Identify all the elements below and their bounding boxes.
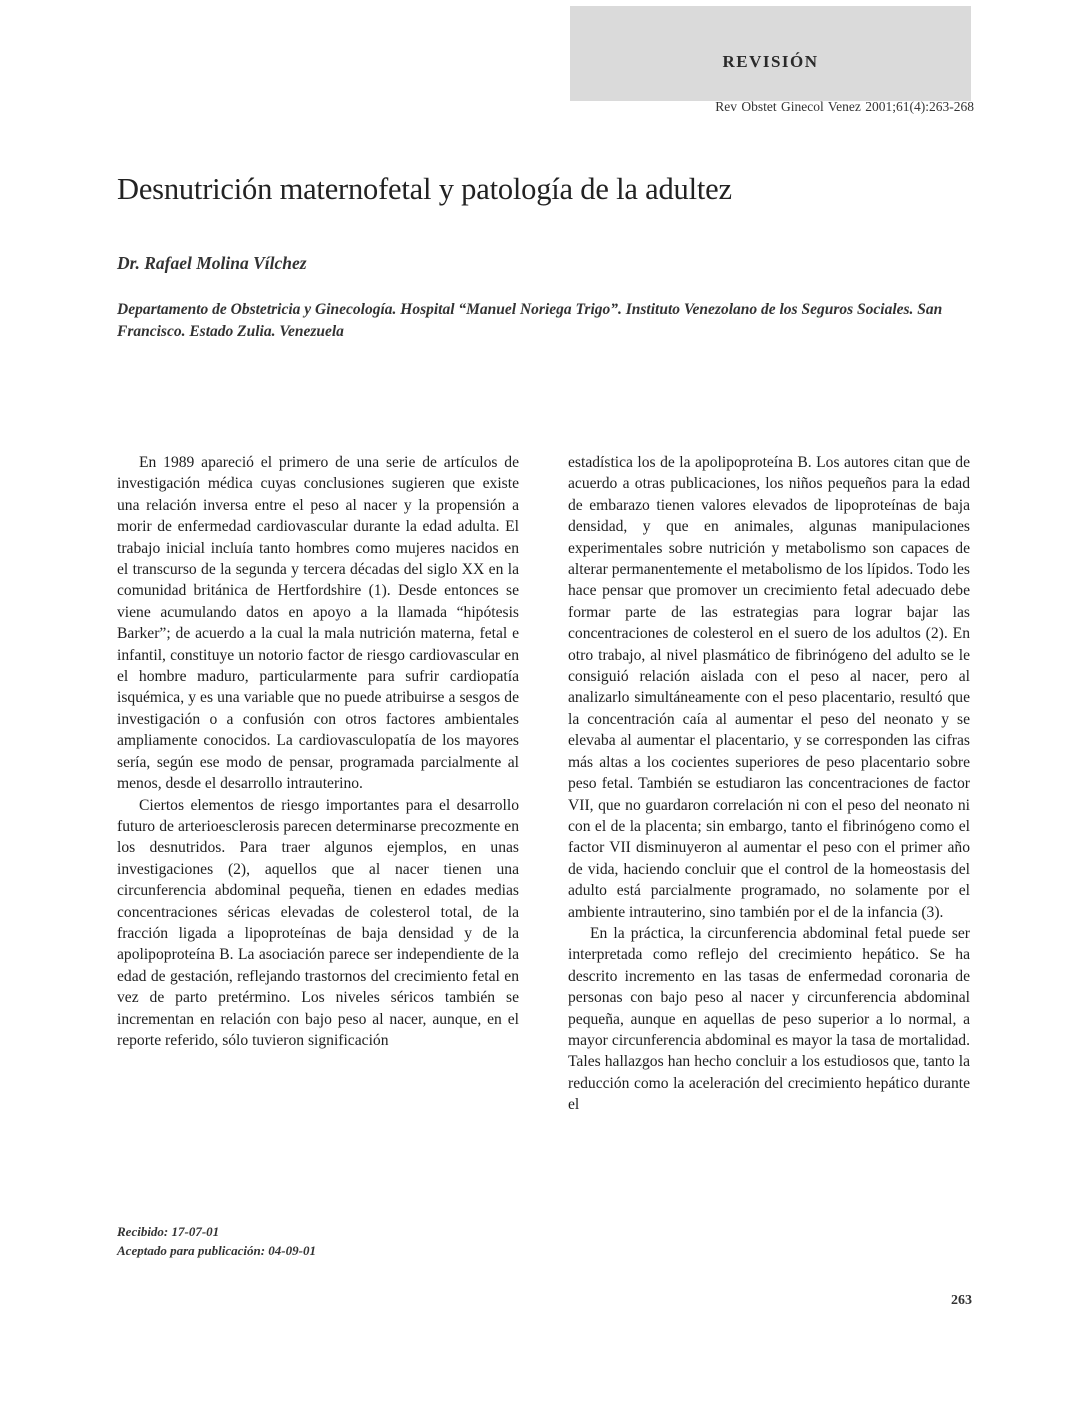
paragraph: Ciertos elementos de riesgo importantes para el desarrollo futuro de arterioesclerosis parecen determinarse precozmente en los desnutridos. Para traer algunos ejemplos, en unas investigaciones (2), aquellos que al nacer tienen una circunferencia abdominal pequeña, tienen en edades medias concentraciones séricas elevadas de colesterol total, de la fracción ligada a lipoproteínas de baja densidad y de la apolipoproteína B. La asociación parece ser independiente de la edad de gestación, reflejando trastornos del crecimiento fetal en vez de parto pretérmino. Los niveles séricos también se incrementan en relación con bajo peso al nacer, aunque, en el reporte referido, sólo tuvieron significación: [117, 796, 519, 1049]
page-number: 263: [951, 1293, 972, 1308]
accepted-date: Aceptado para publicación: 04-09-01: [117, 1243, 316, 1258]
received-date: Recibido: 17-07-01: [117, 1224, 220, 1239]
received-dates: [117, 1222, 316, 1260]
article-title: Desnutrición maternofetal y patología de la adultez: [117, 172, 732, 206]
paragraph: estadística los de la apolipoproteína B. Los autores citan que de acuerdo a otras publicaciones, los niños pequeños para la edad de embarazo tienen valores elevados de lipoproteínas de baja densidad, y que en animales, algunas manipulaciones experimentales sobre nutrición y metabolismo son capaces de alterar permanentemente el metabolismo de los lípidos. Todo les hace pensar que promover un crecimiento fetal adecuado debe formar parte de las estrategias para lograr bajar las concentraciones de colesterol en el suero de los adultos (2). En otro trabajo, al nivel plasmático de fibrinógeno del adulto se le consiguió relación aislada con el peso al nacer, pero al analizarlo simultáneamente con el peso placentario, resultó que la concentración caía al aumentar el peso del neonato y se elevaba al aumentar el placentario, y se corresponden las cifras más altas a los cocientes superiores de peso placentario sobre peso fetal. También se estudiaron las concentraciones de factor VII, que no guardaron correlación ni con el peso del neonato ni con el de la placenta; sin embargo, tanto el fibrinógeno como el factor VII disminuyeron al aumentar el peso con el primer año de vida, haciendo concluir que el control de la homeostasis del adulto está parcialmente programado, no solamente por el ambiente intrauterino, sino también por el de la infancia (3).: [568, 454, 970, 921]
body-column-left: [117, 452, 519, 1051]
paragraph: En 1989 apareció el primero de una serie de artículos de investigación médica cuyas conclusiones sugieren que existe una relación inversa entre el peso al nacer y la propensión a morir de enfermedad cardiovascular durante la edad adulta. El trabajo inicial incluía tanto hombres como mujeres nacidos en el transcurso de la segunda y tercera décadas del siglo XX en la comunidad británica de Hertfordshire (1). Desde entonces se viene acumulando datos en apoyo a la llamada “hipótesis Barker”; de acuerdo a la cual la mala nutrición materna, fetal e infantil, constituye un notorio factor de riesgo cardiovascular en el hombre maduro, particularmente para sufrir cardiopatía isquémica, y es una variable que no puede atribuirse a sesgos de investigación o a confusión con otros factores ambientales ampliamente conocidos. La cardiovasculopatía de los mayores sería, según ese modo de pensar, programada parcialmente al menos, desde el desarrollo intrauterino.: [117, 454, 519, 793]
body-column-right: [568, 452, 970, 1116]
section-label: REVISIÓN: [722, 52, 819, 71]
journal-citation: Rev Obstet Ginecol Venez 2001;61(4):263-268: [715, 99, 974, 114]
paragraph: En la práctica, la circunferencia abdominal fetal puede ser interpretada como reflejo del crecimiento hepático. Se ha descrito incremento en las tasas de enfermedad coronaria de personas con bajo peso al nacer y circunferencia abdominal pequeña, aunque en aquellas de peso superior a lo normal, a mayor circunferencia abdominal es mayor la tasa de mortalidad. Tales hallazgos han hecho concluir a los estudiosos que, tanto la reducción como la aceleración del crecimiento hepático durante el: [568, 924, 970, 1114]
section-header-box: [570, 6, 971, 101]
article-author: Dr. Rafael Molina Vílchez: [117, 253, 307, 273]
author-affiliation: Departamento de Obstetricia y Ginecología. Hospital “Manuel Noriega Trigo”. Instituto Venezolano de los Seguros Sociales. San Francisco. Estado Zulia. Venezuela: [117, 301, 943, 340]
